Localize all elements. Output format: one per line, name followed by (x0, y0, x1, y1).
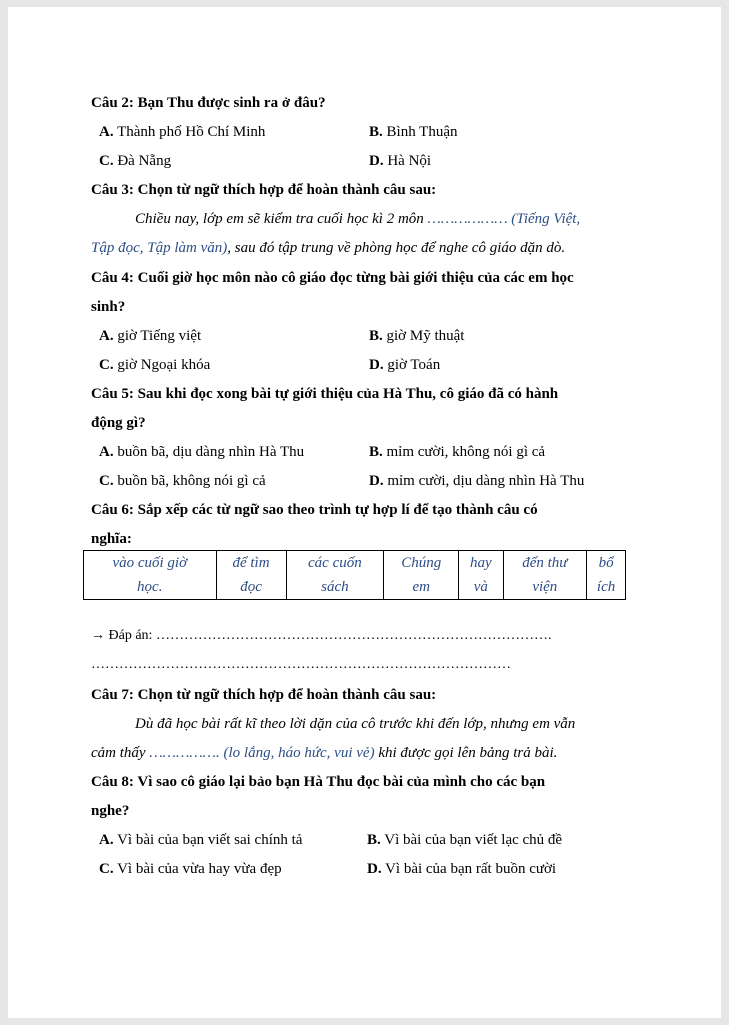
q2-option-c[interactable]: C. Đà Nẵng (99, 153, 172, 169)
q3-blank[interactable]: ……………… (Tiếng Việt, (427, 211, 581, 227)
q3-sentence-line2: Tập đọc, Tập làm văn), sau đó tập trung về phòng học để nghe cô giáo dặn dò. (91, 240, 566, 256)
q4-option-c[interactable]: C. giờ Ngoại khóa (99, 357, 211, 373)
word-card[interactable]: để tìm đọc (216, 551, 286, 600)
q8-option-b[interactable]: B. Vì bài của bạn viết lạc chủ đề (367, 832, 563, 848)
question-5-line1: Câu 5: Sau khi đọc xong bài tự giới thiệu của Hà Thu, cô giáo đã có hành (91, 386, 559, 402)
q7-sentence-line1: Dù đã học bài rất kĩ theo lời dặn của cô trước khi đến lớp, nhưng em vẫn (135, 716, 576, 732)
word-table (83, 550, 626, 600)
question-4-line1: Câu 4: Cuối giờ học môn nào cô giáo đọc từng bài giới thiệu của các em học (91, 270, 574, 286)
q8-option-d[interactable]: D. Vì bài của bạn rất buồn cười (367, 861, 557, 877)
q2-option-b[interactable]: B. Bình Thuận (369, 124, 458, 140)
q5-option-b[interactable]: B. mỉm cười, không nói gì cả (369, 444, 546, 460)
question-8-line1: Câu 8: Vì sao cô giáo lại bảo bạn Hà Thu đọc bài của mình cho các bạn (91, 774, 546, 790)
word-card[interactable]: hay và (459, 551, 503, 600)
question-6-line1: Câu 6: Sắp xếp các từ ngữ sao theo trình tự hợp lí để tạo thành câu có (91, 502, 538, 518)
question-4-line2: sinh? (91, 299, 126, 315)
q4-option-a[interactable]: A. giờ Tiếng việt (99, 328, 202, 344)
q5-option-a[interactable]: A. buồn bã, dịu dàng nhìn Hà Thu (99, 444, 305, 460)
q6-answer-line2[interactable]: ……………………………………………………………………………… (91, 657, 511, 672)
q2-option-a[interactable]: A. Thành phố Hồ Chí Minh (99, 124, 266, 140)
question-3: Câu 3: Chọn từ ngữ thích hợp để hoàn thành câu sau: (91, 182, 437, 198)
q6-answer-line[interactable]: → Đáp án: …………………………………………………………………………. (91, 628, 552, 643)
q4-option-d[interactable]: D. giờ Toán (369, 357, 441, 373)
q5-option-c[interactable]: C. buồn bã, không nói gì cả (99, 473, 266, 489)
question-7: Câu 7: Chọn từ ngữ thích hợp để hoàn thành câu sau: (91, 687, 437, 703)
q2-option-d[interactable]: D. Hà Nội (369, 153, 432, 169)
q7-sentence-line2: cảm thấy ……………. (lo lắng, háo hức, vui vẻ) khi được gọi lên bảng trả bài. (91, 745, 558, 761)
question-2: Câu 2: Bạn Thu được sinh ra ở đâu? (91, 95, 326, 111)
word-card[interactable]: vào cuối giờ học. (84, 551, 217, 600)
word-card[interactable]: các cuốn sách (286, 551, 384, 600)
word-card[interactable]: bổ ích (587, 551, 626, 600)
word-card[interactable]: Chúng em (384, 551, 459, 600)
question-8-line2: nghe? (91, 803, 130, 819)
q8-option-c[interactable]: C. Vì bài của vừa hay vừa đẹp (99, 861, 282, 877)
question-5-line2: động gì? (91, 415, 146, 431)
q8-option-a[interactable]: A. Vì bài của bạn viết sai chính tả (99, 832, 303, 848)
question-6-line2: nghĩa: (91, 531, 132, 547)
word-card[interactable]: đến thư viện (503, 551, 587, 600)
q5-option-d[interactable]: D. mỉm cười, dịu dàng nhìn Hà Thu (369, 473, 585, 489)
q4-option-b[interactable]: B. giờ Mỹ thuật (369, 328, 465, 344)
q7-blank[interactable]: ……………. (lo lắng, háo hức, vui vẻ) (149, 745, 375, 761)
q3-sentence-line1: Chiều nay, lớp em sẽ kiểm tra cuối học kì 2 môn ……………… (Tiếng Việt, (135, 211, 581, 227)
